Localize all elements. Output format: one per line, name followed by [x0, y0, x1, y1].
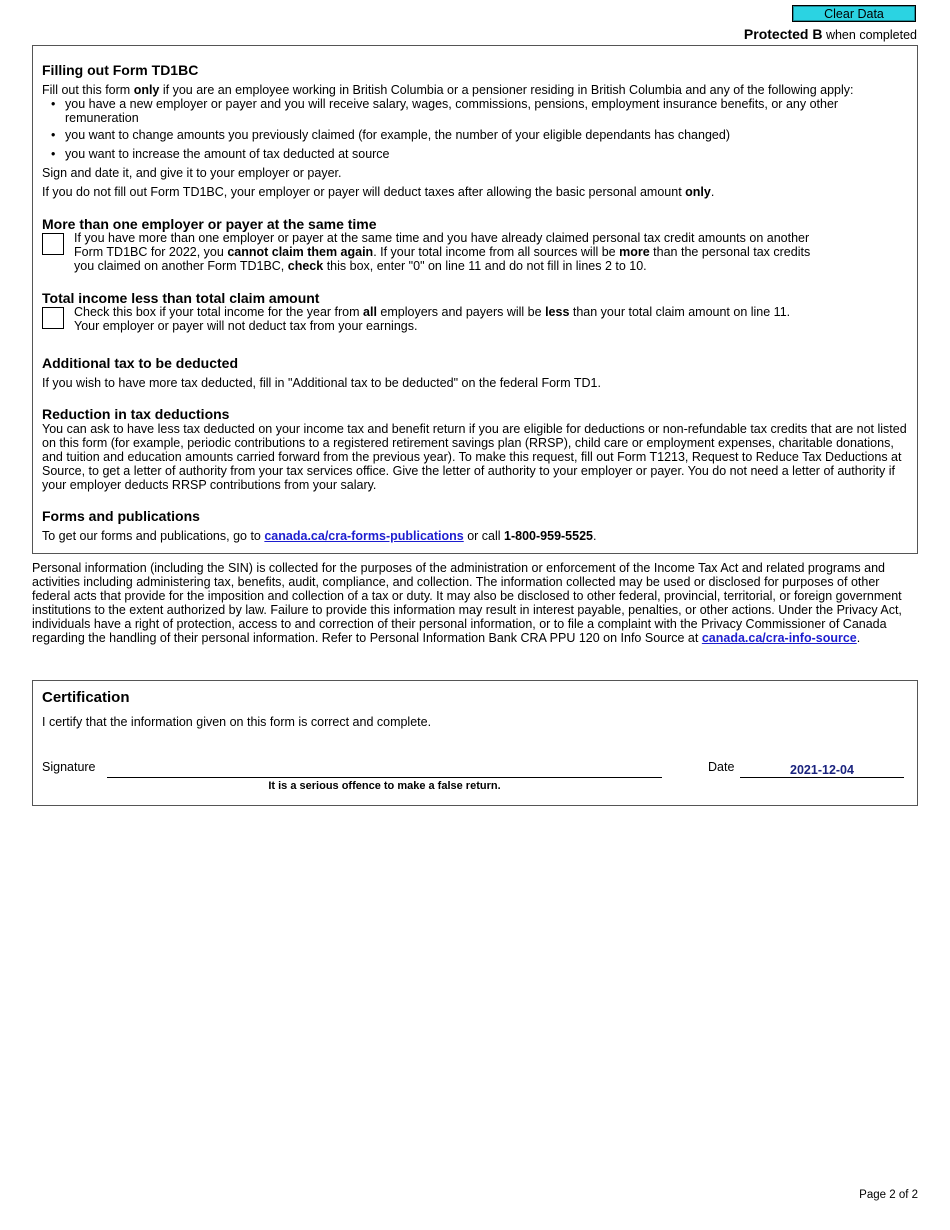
- bullet-item: • you want to increase the amount of tax deducted at source: [65, 147, 877, 161]
- sign-instruction: Sign and date it, and give it to your employer or payer.: [42, 166, 342, 180]
- forms-publications-link[interactable]: canada.ca/cra-forms-publications: [264, 529, 464, 543]
- bullet-item: • you want to change amounts you previously claimed (for example, the number of your eligible dependants has changed): [65, 128, 877, 142]
- more-than-one-text: If you have more than one employer or payer at the same time and you have already claimed personal tax credit amounts on another Form TD1BC for 2022, you cannot claim them again. If your total income from all sources will be more than the personal tax credits you claimed on another Form TD1BC, check this box, enter "0" on line 11 and do not fill in lines 2 to 10.: [74, 231, 811, 273]
- reduction-text: You can ask to have less tax deducted on your income tax and benefit return if you are eligible for deductions or non-refundable tax credits that are not listed on this form (for example, periodic contributions to a registered retirement savings plan (RRSP), child care or employment expenses, charitable donations, and tuition and education amounts carried forward from the previous year). To make this request, fill out Form T1213, Request to Reduce Tax Deductions at Source, to get a letter of authority from your tax services office. Give the letter of authority to your employer or payer. You do not need a letter of authority if your employer deducts RRSP contributions from your salary.: [42, 422, 907, 492]
- total-income-text: Check this box if your total income for the year from all employers and payers will be less than your total claim amount on line 11. Your employer or payer will not deduct tax from your earnings.: [74, 305, 791, 333]
- total-income-checkbox[interactable]: [42, 307, 64, 329]
- certification-text: I certify that the information given on this form is correct and complete.: [42, 715, 432, 729]
- date-underline: [740, 777, 904, 778]
- bullet-item: • you have a new employer or payer and you will receive salary, wages, commissions, pensions, employment insurance benefits, or any other remuneration: [65, 97, 877, 125]
- info-source-link[interactable]: canada.ca/cra-info-source: [701, 631, 857, 645]
- signature-field[interactable]: [107, 777, 662, 778]
- forms-text: To get our forms and publications, go to canada.ca/cra-forms-publications or call 1-800-959-5525.: [42, 529, 597, 543]
- date-label: Date: [708, 760, 735, 774]
- filling-intro: Fill out this form only if you are an employee working in British Columbia or a pensioner residing in British Columbia and any of the following apply:: [42, 83, 854, 97]
- more-than-one-title: More than one employer or payer at the same time: [42, 216, 377, 232]
- protected-b-label: Protected B when completed: [743, 26, 917, 42]
- date-field[interactable]: 2021-12-04: [790, 763, 854, 777]
- total-income-title: Total income less than total claim amount: [42, 290, 320, 306]
- signature-label: Signature: [42, 760, 96, 774]
- instructions-box: [32, 45, 918, 554]
- offence-warning: It is a serious offence to make a false return.: [268, 780, 501, 792]
- more-than-one-checkbox[interactable]: [42, 233, 64, 255]
- reduction-title: Reduction in tax deductions: [42, 406, 230, 422]
- certification-title: Certification: [42, 689, 130, 706]
- clear-data-button[interactable]: Clear Data: [792, 5, 916, 22]
- certification-box: [32, 680, 918, 806]
- forms-title: Forms and publications: [42, 508, 200, 524]
- filling-title: Filling out Form TD1BC: [42, 62, 199, 78]
- nofill-instruction: If you do not fill out Form TD1BC, your employer or payer will deduct taxes after allowing the basic personal amount only.: [42, 185, 715, 199]
- additional-tax-text: If you wish to have more tax deducted, fill in "Additional tax to be deducted" on the federal Form TD1.: [42, 376, 601, 390]
- additional-tax-title: Additional tax to be deducted: [42, 355, 239, 371]
- privacy-statement: Personal information (including the SIN) is collected for the purposes of the administration or enforcement of the Income Tax Act and related programs and activities including administering tax, benefits, audit, compliance, and collection. The information collected may be used or disclosed for purposes of other federal acts that provide for the imposition and collection of a tax or duty. It may also be disclosed to other federal, provincial, territorial, or foreign government institutions to the extent authorized by law. Failure to provide this information may result in interest payable, penalties, or other actions. Under the Privacy Act, individuals have a right of protection, access to and correction of their personal information, or to file a complaint with the Privacy Commissioner of Canada regarding the handling of their personal information. Refer to Personal Information Bank CRA PPU 120 on Info Source at canada.ca/cra-info-source.: [32, 561, 902, 645]
- page-number: Page 2 of 2: [859, 1189, 918, 1201]
